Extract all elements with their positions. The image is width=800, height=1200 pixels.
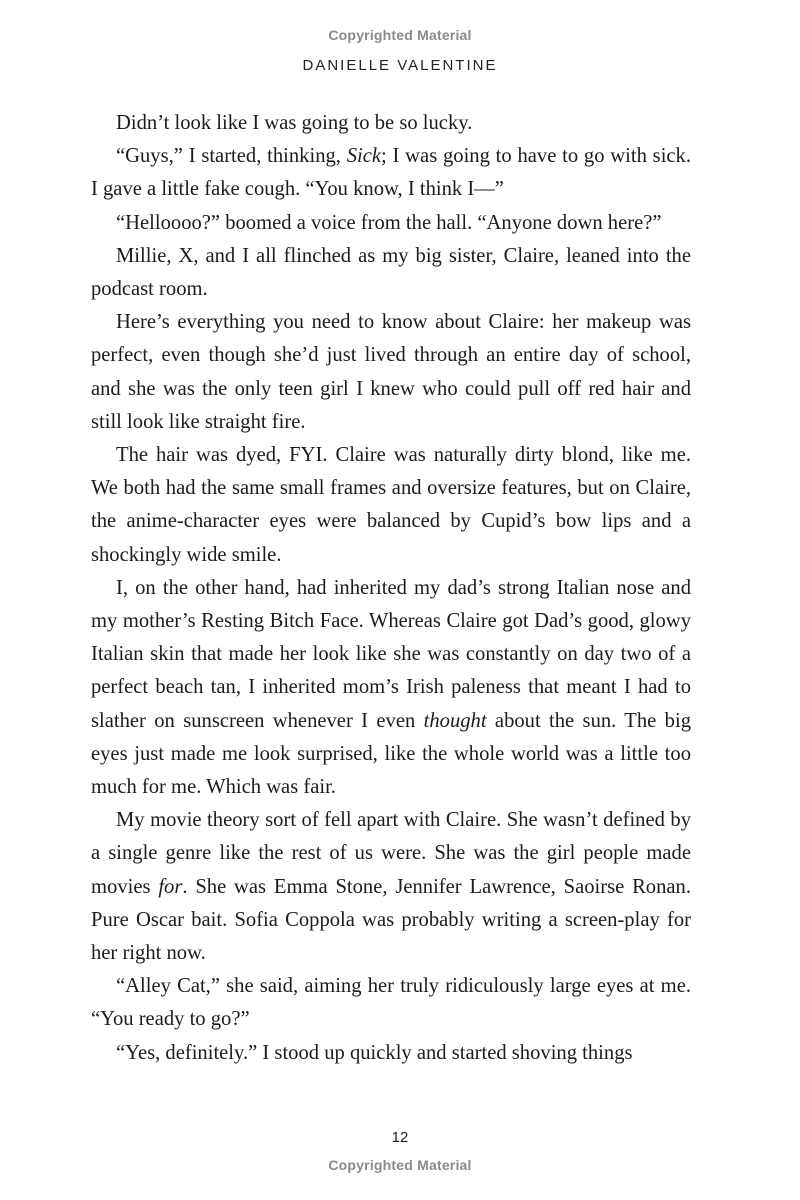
paragraph [91,804,691,970]
body-text [91,107,691,1070]
paragraph [91,1037,691,1070]
text-run: “Alley Cat,” she said, aiming her truly ridiculously large eyes at me. “You ready to go?” [91,975,691,1031]
paragraph [91,439,691,572]
text-run: “Helloooo?” boomed a voice from the hall. “Anyone down here?” [116,211,662,234]
text-run: . She was Emma Stone, Jennifer Lawrence, Saoirse Ronan. Pure Oscar bait. Sofia Coppola was probably writing a screen-play for her right now. [91,875,691,965]
italic-run: Sick [346,145,382,168]
text-run: I, on the other hand, had inherited my dad’s strong Italian nose and my mother’s Resting Bitch Face. Whereas Claire got Dad’s good, glowy Italian skin that made her look like she was constantly on day two of a perfect beach tan, I inherited mom’s Irish paleness that meant I had to slather on sunscreen whenever I even [91,576,691,732]
italic-run: thought [423,709,487,732]
paragraph [91,207,691,240]
watermark-bottom: Copyrighted Material [328,1157,472,1173]
text-run: Millie, X, and I all flinched as my big sister, Claire, leaned into the podcast room. [91,244,691,301]
paragraph [91,240,691,306]
text-run: My movie theory sort of fell apart with Claire. She wasn’t defined by a single genre like the rest of us were. She was the girl people made movies [91,809,691,898]
page-number: 12 [391,1129,409,1146]
text-run: “Guys,” I started, thinking, [116,145,347,168]
paragraph [91,140,691,206]
paragraph [91,572,691,804]
italic-run: for [158,875,183,898]
text-run: Here’s everything you need to know about Claire: her makeup was perfect, even though she’d just lived through an entire day of school, and she was the only teen girl I knew who could pull off red hair and still look like straight fire. [91,311,691,433]
text-run: about the sun. The big eyes just made me look surprised, like the whole world was a little too much for me. Which was fair. [91,709,691,799]
paragraph [91,107,691,140]
paragraph [91,306,691,439]
text-run: ; I was going to have to go with sick. I gave a little fake cough. “You know, I think I—” [91,145,692,201]
watermark-top: Copyrighted Material [328,27,472,43]
text-run: “Yes, definitely.” I stood up quickly and started shoving things [116,1041,633,1064]
running-head-author: DANIELLE VALENTINE [302,57,498,74]
text-run: Didn’t look like I was going to be so lucky. [116,112,473,134]
paragraph [91,970,691,1036]
text-run: The hair was dyed, FYI. Claire was naturally dirty blond, like me. We both had the same small frames and oversize features, but on Claire, the anime-character eyes were balanced by Cupid’s bow lips and a shockingly wide smile. [91,444,691,566]
